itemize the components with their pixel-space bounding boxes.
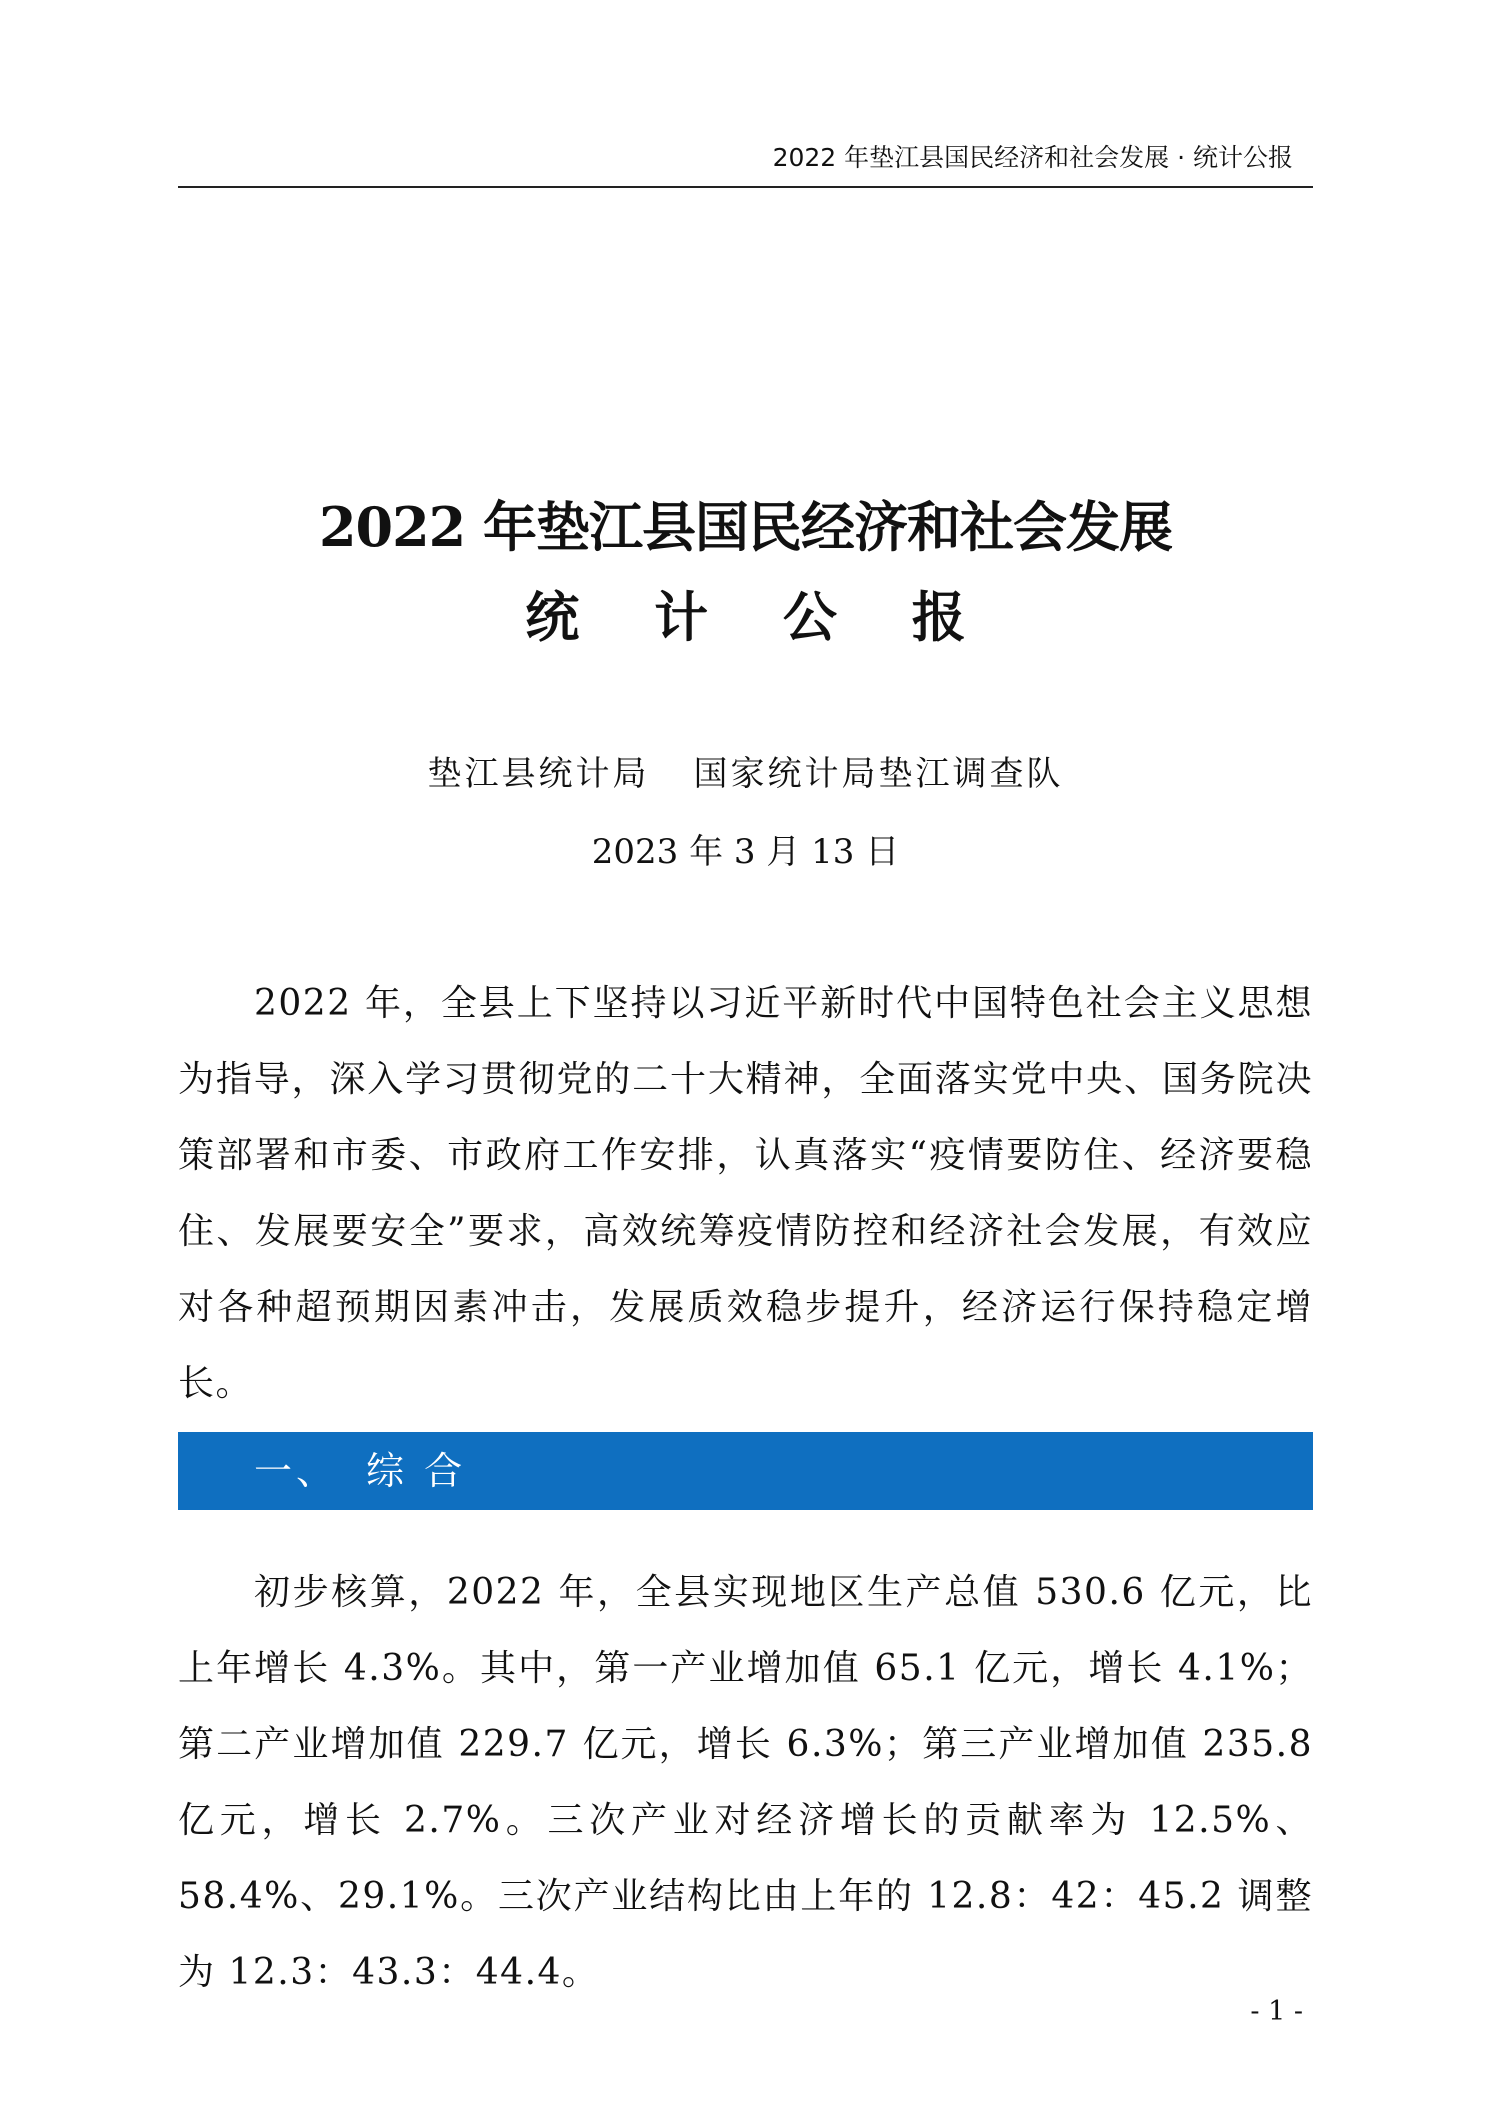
gdp-paragraph: 初步核算，2022 年，全县实现地区生产总值 530.6 亿元，比上年增长 4.3%。其中，第一产业增加值 65.1 亿元，增长 4.1%；第二产业增加值 229.7 亿元，增长 6.3%；第三产业增加值 235.8 亿元，增长 2.7%。三次产业对经济增长的贡献率为 12.5%、58.4%、29.1%。三次产业结构比由上年的 12.8：42：45.2 调整为 12.3：43.3：44.4。 (178, 1572, 1313, 1993)
running-header: 2022 年垫江县国民经济和社会发展 · 统计公报 (772, 143, 1293, 172)
issuer-survey-team: 国家统计局垫江调查队 (693, 754, 1064, 794)
section-number: 一、 (254, 1449, 339, 1493)
issuer-county-statistics-bureau: 垫江县统计局 (427, 754, 650, 794)
document-title: 2022 年垫江县国民经济和社会发展 (318, 495, 1173, 559)
section-heading-bar (178, 1432, 1313, 1510)
intro-paragraph: 2022 年，全县上下坚持以习近平新时代中国特色社会主义思想为指导，深入学习贯彻党的二十大精神，全面落实党中央、国务院决策部署和市委、市政府工作安排，认真落实“疫情要防住、经济要稳住、发展要安全”要求，高效统筹疫情防控和经济社会发展，有效应对各种超预期因素冲击，发展质效稳步提升，经济运行保持稳定增长。 (178, 983, 1313, 1404)
page-number: - 1 - (1250, 1996, 1303, 2027)
issuing-agencies (178, 750, 1313, 798)
issue-date: 2023 年 3 月 13 日 (591, 832, 900, 872)
section-title: 综 合 (366, 1449, 467, 1493)
document-subtitle: 统 计 公 报 (525, 585, 994, 649)
header-divider (178, 186, 1313, 188)
